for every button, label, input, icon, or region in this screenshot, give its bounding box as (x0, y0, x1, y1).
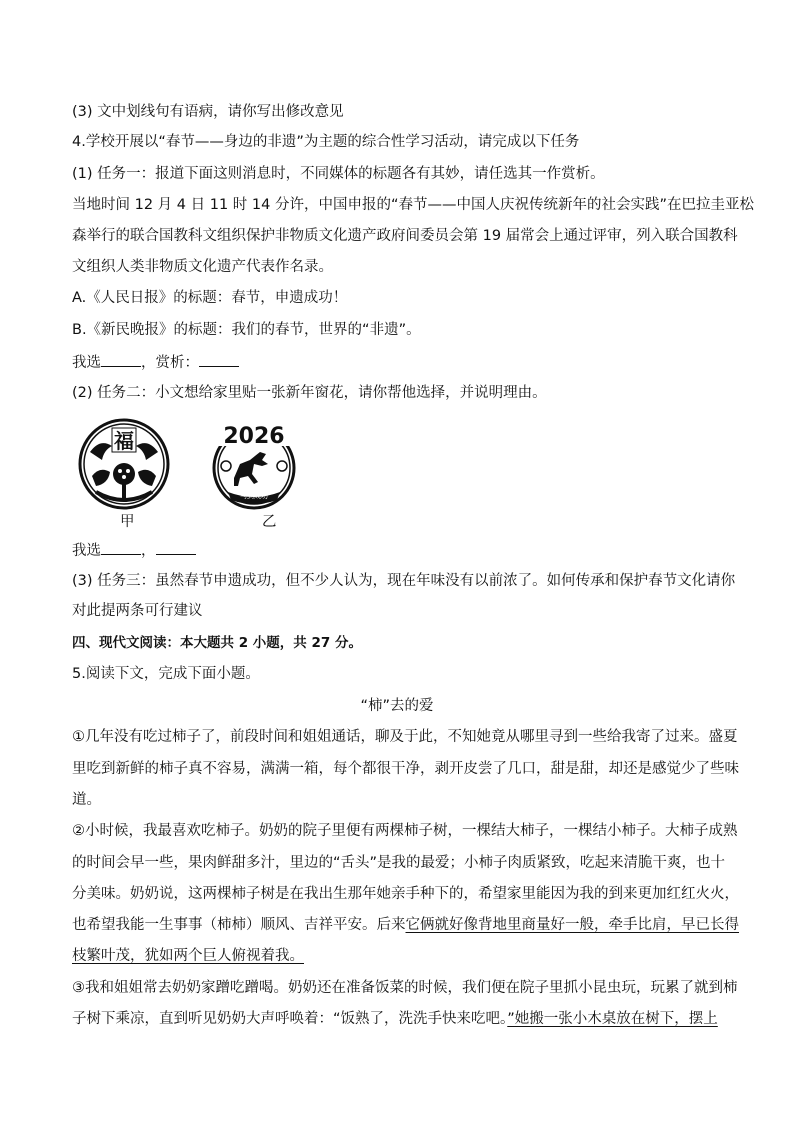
question-3-line: (3) 文中划线句有语病，请你写出修改意见 (72, 104, 344, 120)
window-flower-fu-image (78, 418, 170, 510)
paragraph-2-text: 也希望我能一生事事（柿柿）顺风、吉祥平安。后来 (72, 917, 406, 933)
banner-text: 马到成功 (240, 492, 268, 500)
news-line-2: 森举行的联合国教科文组织保护非物质文化遗产政府间委员会第 19 届常会上通过评审，列入联合国教科 (72, 228, 738, 244)
underlined-sentence-3: ”她搬一张小木桌放在树下，摆上 (507, 1011, 718, 1027)
caption-yi: 乙 (262, 514, 277, 530)
task-3-line-1: (3) 任务三：虽然春节申遗成功，但不少人认为，现在年味没有以前浓了。如何传承和保护春节文化请你 (72, 573, 736, 589)
answer-line-2 (72, 540, 196, 561)
reason-blank[interactable] (156, 540, 196, 555)
underlined-sentence-part-1: 它俩就好像背地里商量好一般，牵手比肩，早已长得 (405, 917, 739, 933)
underlined-sentence-part-2: 枝繁叶茂，犹如两个巨人俯视着我。 (72, 948, 304, 964)
paragraph-1-line-1: ①几年没有吃过柿子了，前段时间和姐姐通话，聊及于此，不知她竟从哪里寻到一些给我寄了过来。盛夏 (72, 729, 738, 745)
article-title: “柿”去的爱 (360, 698, 434, 714)
paragraph-2-line-1: ②小时候，我最喜欢吃柿子。奶奶的院子里便有两棵柿子树，一棵结大柿子，一棵结小柿子。大柿子成熟 (72, 823, 738, 839)
news-line-3: 文组织人类非物质文化遗产代表作名录。 (72, 259, 333, 275)
answer-prefix-2: 我选 (72, 543, 101, 559)
paragraph-2-line-5 (72, 946, 304, 966)
year-text: 2026 (223, 424, 285, 449)
answer-comma: ， (141, 543, 156, 559)
answer-blank[interactable] (101, 352, 141, 367)
answer-line-1 (72, 352, 239, 373)
caption-jia: 甲 (120, 514, 135, 530)
paragraph-2-line-2: 的时间会早一些，果肉鲜甜多汁，里边的“舌头”是我的最爱；小柿子肉质紧致，吃起来清脆干爽，也十 (72, 855, 726, 871)
news-line-1: 当地时间 12 月 4 日 11 时 14 分许，中国申报的“春节——中国人庆祝传统新年的社会实践”在巴拉圭亚松 (72, 197, 754, 213)
paragraph-3-line-2 (72, 1009, 718, 1029)
option-b: B.《新民晚报》的标题：我们的春节，世界的“非遗”。 (72, 322, 421, 338)
task-3-line-2: 对此提两条可行建议 (72, 603, 203, 619)
paragraph-3-text: 子树下乘凉，直到听见奶奶大声呼唤着：“饭熟了，洗洗手快来吃吧。 (72, 1011, 508, 1027)
paragraph-2-line-3: 分美味。奶奶说，这两棵柿子树是在我出生那年她亲手种下的，希望家里能因为我的到来更加红红火火， (72, 886, 739, 902)
paragraph-2-line-4 (72, 915, 739, 935)
question-4-line: 4.学校开展以“春节——身边的非遗”为主题的综合性学习活动，请完成以下任务 (72, 134, 580, 150)
paragraph-1-line-3: 道。 (72, 792, 101, 808)
task-1-line: (1) 任务一：报道下面这则消息时，不同媒体的标题各有其妙，请任选其一作赏析。 (72, 166, 605, 182)
option-a: A.《人民日报》的标题：春节，申遗成功！ (72, 290, 348, 306)
answer-mid: ，赏析： (141, 355, 199, 371)
choice-blank[interactable] (101, 540, 141, 555)
paragraph-3-line-1: ③我和姐姐常去奶奶家蹭吃蹭喝。奶奶还在准备饭菜的时候，我们便在院子里抓小昆虫玩，玩累了就到柿 (72, 980, 738, 996)
window-flower-2026-image (208, 418, 300, 510)
analysis-blank[interactable] (199, 352, 239, 367)
paragraph-1-line-2: 里吃到新鲜的柿子真不容易，满满一箱，每个都很干净，剥开皮尝了几口，甜是甜，却还是感觉少了些味 (72, 761, 739, 777)
question-5-line: 5.阅读下文，完成下面小题。 (72, 666, 260, 682)
task-2-line: (2) 任务二：小文想给家里贴一张新年窗花，请你帮他选择，并说明理由。 (72, 385, 547, 401)
section-4-heading: 四、现代文阅读：本大题共 2 小题，共 27 分。 (72, 635, 362, 651)
answer-prefix: 我选 (72, 355, 101, 371)
fu-character: 福 (114, 429, 134, 453)
